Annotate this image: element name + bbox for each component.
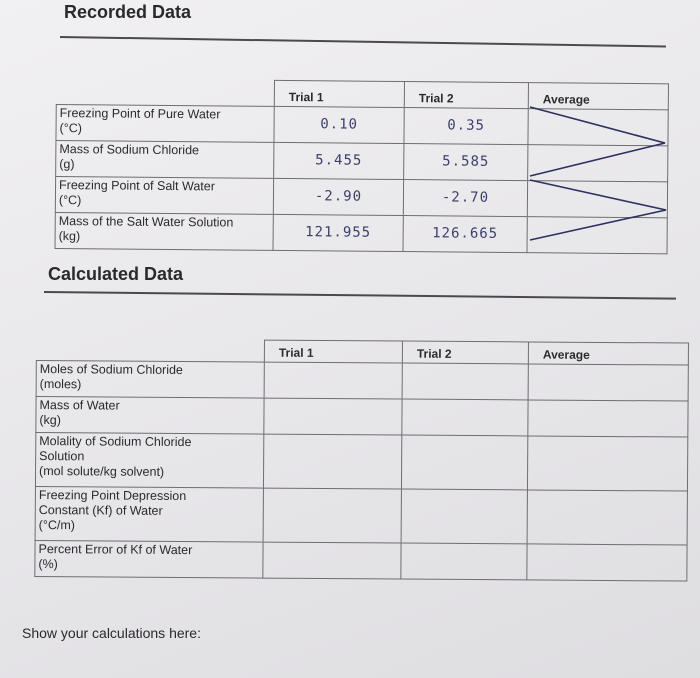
recorded-data-rule (60, 36, 666, 48)
row-unit: (%) (38, 557, 58, 572)
row-unit: (kg) (39, 413, 62, 428)
calculated-cell-trial1 (263, 488, 401, 543)
row-unit: (moles) (39, 377, 82, 392)
recorded-value-trial2: 126.665 (403, 216, 527, 253)
calculated-row-molality (35, 433, 687, 492)
recorded-header-trial1: Trial 1 (274, 80, 404, 107)
calculated-row-moles-nacl (36, 361, 688, 402)
row-label: Freezing Point of Pure Water (59, 106, 221, 122)
calculated-cell-trial1 (264, 362, 402, 399)
row-label-cont: Constant (Kf) of Water (38, 503, 163, 518)
calculated-cell-average (527, 436, 687, 491)
calculated-row-percent-error (35, 540, 687, 581)
recorded-value-trial1: -2.90 (273, 178, 403, 215)
row-label: Freezing Point of Salt Water (59, 178, 215, 194)
row-label: Mass of the Salt Water Solution (58, 214, 234, 230)
calculated-data-table (34, 338, 689, 582)
calculated-header-average: Average (528, 342, 688, 365)
row-label: Freezing Point Depression (38, 488, 187, 504)
calculated-cell-trial1 (263, 434, 401, 489)
recorded-value-trial2: -2.70 (403, 180, 527, 217)
recorded-header-trial2: Trial 2 (404, 82, 528, 109)
recorded-average-cell (528, 145, 668, 182)
calculated-cell-average (528, 364, 688, 401)
recorded-value-trial1: 0.10 (274, 106, 404, 143)
row-label: Moles of Sodium Chloride (39, 362, 183, 378)
recorded-row-sodium-chloride (56, 141, 668, 182)
calculated-cell-average (527, 544, 687, 581)
row-label-cont: Solution (39, 449, 85, 464)
recorded-row-salt-water-mass (55, 212, 667, 253)
recorded-data-table (55, 78, 669, 254)
calculated-cell-average (527, 490, 687, 545)
recorded-row-salt-water-fp (55, 177, 667, 218)
row-label: Molality of Sodium Chloride (39, 434, 192, 450)
calculated-cell-trial2 (402, 363, 528, 400)
recorded-average-cell (527, 217, 667, 254)
row-unit: (mol solute/kg solvent) (39, 464, 165, 479)
row-unit: (g) (59, 157, 75, 172)
recorded-value-trial1: 121.955 (273, 214, 403, 251)
calculated-header-trial1: Trial 1 (264, 340, 402, 363)
calculated-data-heading: Calculated Data (48, 264, 184, 284)
calculated-cell-trial1 (263, 542, 401, 579)
calculated-data-rule (44, 291, 676, 300)
calculated-row-mass-water (36, 397, 688, 438)
calculated-cell-trial2 (401, 489, 527, 544)
recorded-average-cell (527, 181, 667, 218)
recorded-average-cell (528, 109, 668, 146)
calculated-cell-trial1 (264, 398, 402, 435)
calculated-header-trial2: Trial 2 (402, 341, 528, 364)
row-unit: (kg) (58, 229, 81, 244)
recorded-data-heading: Recorded Data (64, 2, 192, 22)
row-unit: (°C) (58, 193, 82, 208)
recorded-value-trial2: 5.585 (404, 144, 528, 181)
row-label: Percent Error of Kf of Water (38, 542, 193, 558)
row-label: Mass of Water (39, 398, 120, 413)
row-label: Mass of Sodium Chloride (59, 142, 200, 158)
recorded-value-trial2: 0.35 (404, 108, 528, 145)
row-unit: (°C/m) (38, 518, 75, 533)
calculated-cell-trial2 (402, 399, 528, 436)
recorded-header-average: Average (528, 83, 668, 110)
show-calculations-label: Show your calculations here: (22, 625, 201, 641)
calculated-cell-trial2 (401, 543, 527, 580)
recorded-row-pure-water (56, 105, 668, 146)
calculated-cell-trial2 (401, 435, 527, 490)
calculated-cell-average (528, 400, 688, 437)
row-unit: (°C) (59, 121, 82, 136)
calculated-row-kf (35, 486, 687, 545)
recorded-value-trial1: 5.455 (274, 142, 404, 179)
